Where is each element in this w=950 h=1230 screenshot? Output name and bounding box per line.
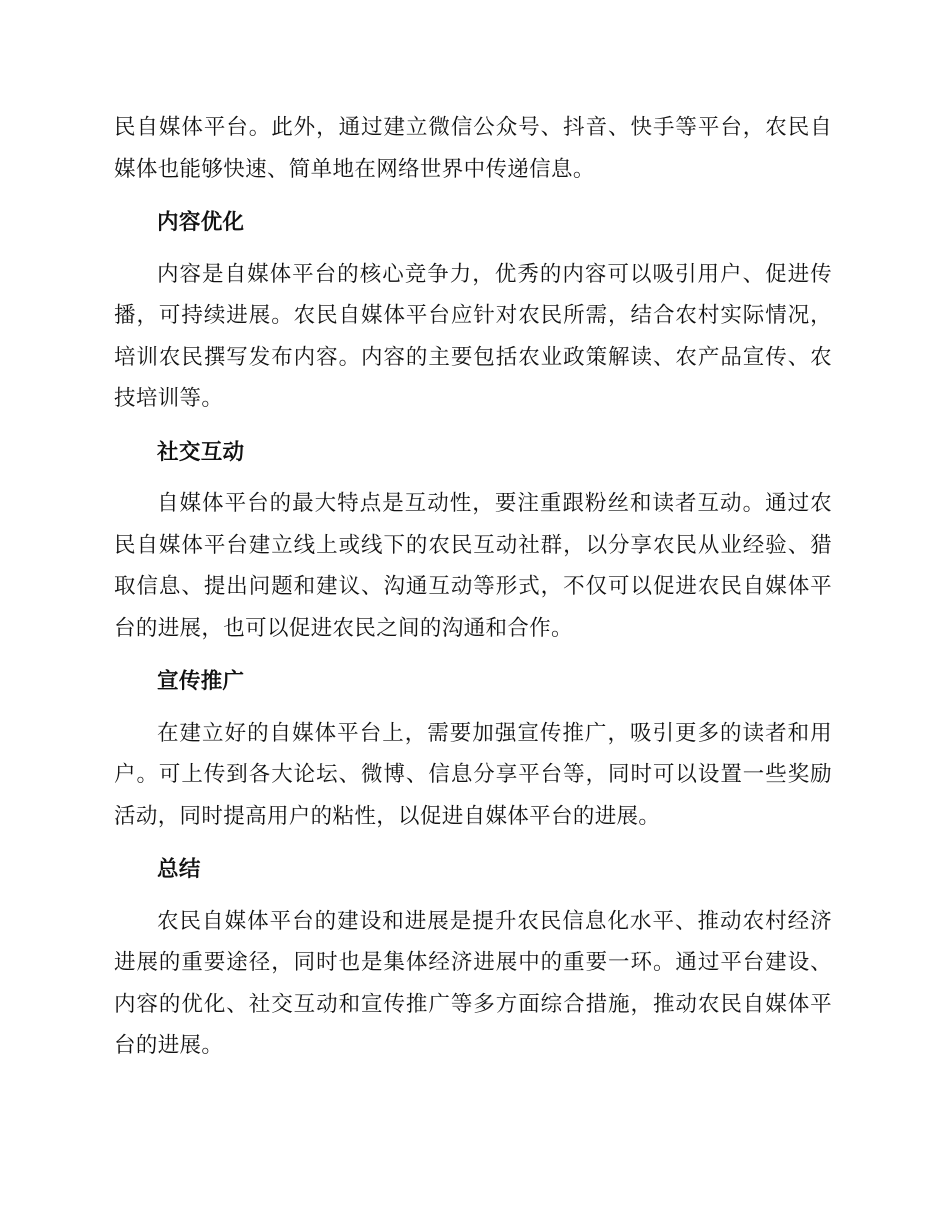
paragraph-social-interaction: 自媒体平台的最大特点是互动性，要注重跟粉丝和读者互动。通过农民自媒体平台建立线上或线下的农民互动社群，以分享农民从业经验、猎取信息、提出问题和建议、沟通互动等形式，不仅可以促进农民自媒体平台的进展，也可以促进农民之间的沟通和合作。: [114, 491, 832, 641]
section-heading-promotion: 宣传推广: [157, 669, 245, 694]
paragraph-platform-intro: 民自媒体平台。此外，通过建立微信公众号、抖音、快手等平台，农民自媒体也能够快速、简单地在网络世界中传递信息。: [114, 115, 832, 182]
paragraph-content-optimization: 内容是自媒体平台的核心竞争力，优秀的内容可以吸引用户、促进传播，可持续进展。农民自媒体平台应针对农民所需，结合农村实际情况，培训农民撰写发布内容。内容的主要包括农业政策解读、农产品宣传、农技培训等。: [114, 261, 832, 411]
paragraph-promotion: 在建立好的自媒体平台上，需要加强宣传推广，吸引更多的读者和用户。可上传到各大论坛、微博、信息分享平台等，同时可以设置一些奖励活动，同时提高用户的粘性，以促进自媒体平台的进展。: [114, 720, 832, 829]
section-heading-social-interaction: 社交互动: [157, 439, 245, 465]
section-heading-content-optimization: 内容优化: [157, 210, 245, 235]
section-heading-summary: 总结: [157, 857, 201, 882]
paragraph-summary: 农民自媒体平台的建设和进展是提升农民信息化水平、推动农村经济进展的重要途径，同时也是集体经济进展中的重要一环。通过平台建设、内容的优化、社交互动和宣传推广等多方面综合措施，推动农民自媒体平台的进展。: [114, 908, 832, 1058]
document-body: [114, 107, 832, 1067]
